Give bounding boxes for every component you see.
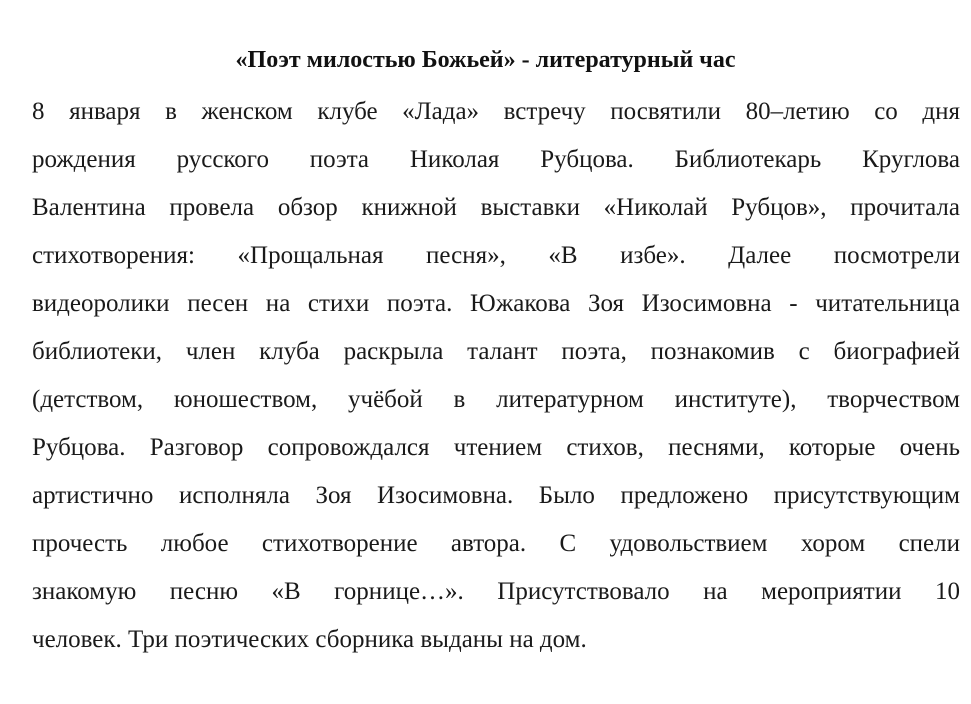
text-line: прочесть любое стихотворение автора. С удовольствием хором спели [32,530,960,557]
text-line: рождения русского поэта Николая Рубцова. Библиотекарь Круглова [32,146,960,173]
article-body [32,88,960,664]
text-line: библиотеки, член клуба раскрыла талант поэта, познакомив с биографией [32,338,960,365]
text-line: артистично исполняла Зоя Изосимовна. Было предложено присутствующим [32,482,960,509]
text-line: (детством, юношеством, учёбой в литературном институте), творчеством [32,386,960,413]
text-line: стихотворения: «Прощальная песня», «В избе». Далее посмотрели [32,242,960,269]
text-line: 8 января в женском клубе «Лада» встречу посвятили 80–летию со дня [32,98,960,125]
text-line: видеоролики песен на стихи поэта. Южакова Зоя Изосимовна - читательница [32,290,960,317]
document-title: «Поэт милостью Божьей» - литературный час [235,47,736,73]
text-line: человек. Три поэтических сборника выданы на дом. [32,626,587,653]
text-line: Рубцова. Разговор сопровождался чтением стихов, песнями, которые очень [32,434,960,461]
text-line: Валентина провела обзор книжной выставки «Николай Рубцов», прочитала [32,194,960,221]
text-line: знакомую песню «В горнице…». Присутствовало на мероприятии 10 [32,578,960,605]
